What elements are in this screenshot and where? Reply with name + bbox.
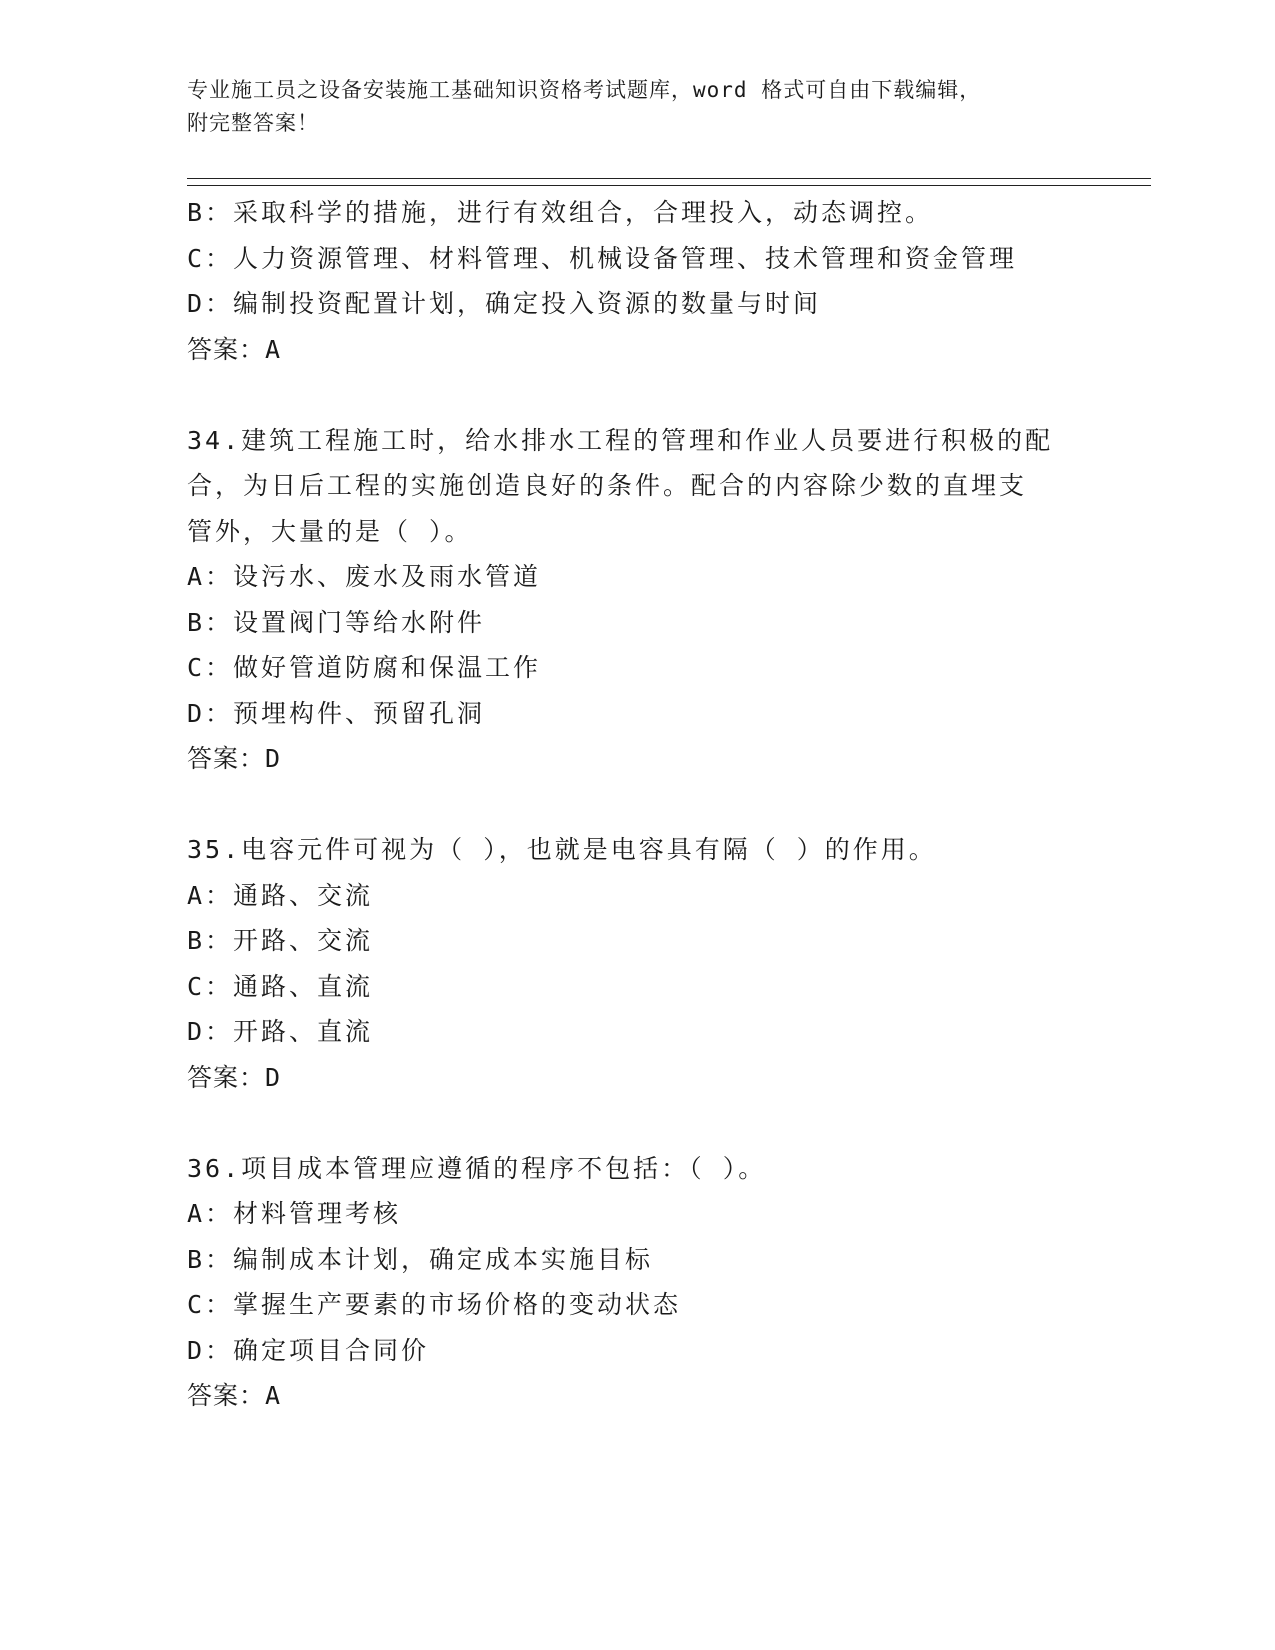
option-b: B：设置阀门等给水附件 [187,607,486,637]
answer: 答案：A [187,1381,282,1410]
question-stem-line: 管外，大量的是（ ）。 [187,516,473,546]
question-35 [187,827,1087,1100]
question-stem-line: 合，为日后工程的实施创造良好的条件。配合的内容除少数的直埋支 [187,471,1028,500]
header-line-1: 专业施工员之设备安装施工基础知识资格考试题库，word 格式可自由下载编辑， [187,78,982,102]
option-b: B：编制成本计划，确定成本实施目标 [187,1244,654,1274]
option-a: A：设污水、废水及雨水管道 [187,562,542,591]
option-d: D：预埋构件、预留孔洞 [187,698,486,728]
question-36 [187,1146,1087,1419]
question-33-continued [187,190,1087,372]
spacer [187,1100,1087,1146]
option-d: D：开路、直流 [187,1017,374,1046]
option-c: C：掌握生产要素的市场价格的变动状态 [187,1290,682,1319]
option-c: C：做好管道防腐和保温工作 [187,653,542,682]
option-a: A：材料管理考核 [187,1199,402,1228]
spacer [187,782,1087,828]
question-stem-line: 35.电容元件可视为（ ），也就是电容具有隔（ ）的作用。 [187,835,937,864]
option-b: B：采取科学的措施，进行有效组合，合理投入，动态调控。 [187,198,934,227]
option-c: C：通路、直流 [187,971,374,1001]
option-d: D：确定项目合同价 [187,1335,430,1365]
option-c: C：人力资源管理、材料管理、机械设备管理、技术管理和资金管理 [187,243,1018,273]
spacer [187,372,1087,418]
option-b: B：开路、交流 [187,926,374,955]
header-divider [187,178,1151,186]
question-stem-line: 34.建筑工程施工时，给水排水工程的管理和作业人员要进行积极的配 [187,425,1054,455]
option-a: A：通路、交流 [187,880,374,910]
header-line-2: 附完整答案！ [187,111,319,135]
option-d: D：编制投资配置计划，确定投入资源的数量与时间 [187,289,822,318]
answer: 答案：D [187,1062,282,1092]
answer: 答案：D [187,744,282,773]
document-header [187,74,1087,140]
question-list [187,190,1087,1419]
answer: 答案：A [187,334,282,364]
question-34 [187,418,1087,782]
question-stem-line: 36.项目成本管理应遵循的程序不包括：（ ）。 [187,1153,767,1183]
